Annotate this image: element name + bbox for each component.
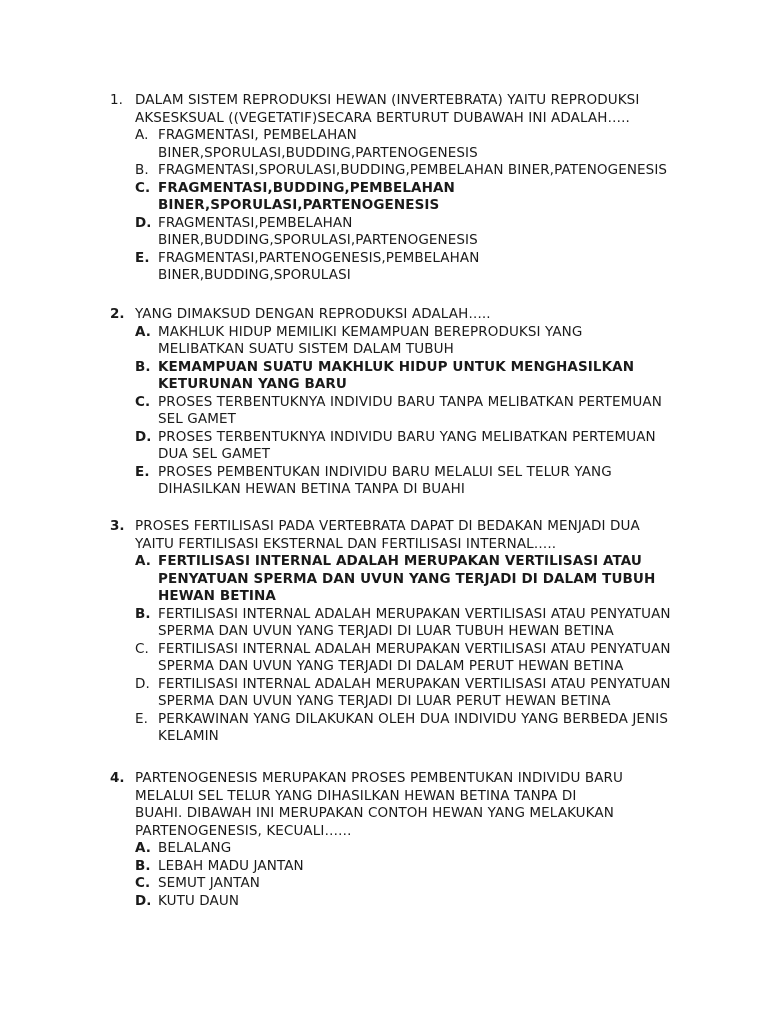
option-letter: D.	[135, 675, 150, 692]
option-text: FRAGMENTASI,PARTENOGENESIS,PEMBELAHAN BINER,BUDDING,SPORULASI	[158, 249, 480, 283]
question-text: DALAM SISTEM REPRODUKSI HEWAN (INVERTEBRATA) YAITU REPRODUKSI AKSESKSUAL ((VEGETATIF)SECARA BERTURUT DUBAWAH INI ADALAH…..	[135, 92, 640, 126]
option-c	[135, 875, 690, 893]
option-list	[135, 553, 690, 746]
option-list	[135, 840, 690, 910]
option-e	[135, 250, 498, 285]
option-letter: A.	[135, 323, 152, 340]
option-e	[135, 464, 638, 499]
option-text: FRAGMENTASI,SPORULASI,BUDDING,PEMBELAHAN BINER,PATENOGENESIS	[158, 162, 668, 178]
option-letter: B.	[135, 358, 151, 375]
option-letter: E.	[135, 463, 150, 480]
option-text: MAKHLUK HIDUP MEMILIKI KEMAMPUAN BEREPRODUKSI YANG MELIBATKAN SUATU SISTEM DALAM TUBUH	[158, 323, 583, 357]
option-c	[135, 641, 688, 676]
option-a	[135, 324, 608, 359]
option-text: KUTU DAUN	[158, 892, 240, 909]
question-4	[110, 770, 690, 910]
option-b	[135, 606, 688, 641]
option-letter: A.	[135, 840, 152, 856]
option-a	[135, 840, 690, 858]
option-d	[135, 214, 478, 250]
option-letter: A.	[135, 553, 152, 569]
question-number: 1.	[110, 92, 123, 108]
option-letter: E.	[135, 710, 149, 727]
option-b	[135, 858, 690, 876]
option-letter: A.	[135, 127, 149, 143]
option-letter: B.	[135, 605, 151, 622]
option-c	[135, 180, 478, 215]
option-text: SEMUT JANTAN	[158, 875, 260, 891]
option-letter: D.	[135, 892, 152, 909]
option-letter: B.	[135, 162, 149, 178]
option-list	[135, 324, 690, 499]
question-number: 2.	[110, 306, 125, 322]
option-text: FERTILISASI INTERNAL ADALAH MERUPAKAN VERTILISASI ATAU PENYATUAN SPERMA DAN UVUN YANG TERJADI DI LUAR TUBUH HEWAN BETINA	[158, 605, 671, 639]
question-3	[110, 518, 690, 746]
option-text: FRAGMENTASI, PEMBELAHAN BINER,SPORULASI,BUDDING,PARTENOGENESIS	[158, 127, 478, 161]
question-number: 4.	[110, 770, 125, 786]
option-letter: C.	[135, 875, 151, 891]
option-letter: D.	[135, 428, 152, 445]
option-a	[135, 553, 678, 606]
option-text: PROSES TERBENTUKNYA INDIVIDU BARU YANG MELIBATKAN PERTEMUAN DUA SEL GAMET	[158, 428, 656, 462]
question-text: PARTENOGENESIS MERUPAKAN PROSES PEMBENTUKAN INDIVIDU BARU MELALUI SEL TELUR YANG DIHASILKAN HEWAN BETINA TANPA DI BUAHI. DIBAWAH INI MERUPAKAN CONTOH HEWAN YANG MELAKUKAN PARTENOGENESIS, KECUALI……	[135, 770, 624, 839]
option-d	[135, 676, 688, 711]
option-a	[135, 127, 478, 162]
option-c	[135, 394, 688, 429]
option-text: FRAGMENTASI,PEMBELAHAN BINER,BUDDING,SPORULASI,PARTENOGENESIS	[158, 214, 478, 248]
question-1	[110, 92, 690, 285]
option-text: PROSES PEMBENTUKAN INDIVIDU BARU MELALUI SEL TELUR YANG DIHASILKAN HEWAN BETINA TANPA DI BUAHI	[158, 463, 612, 497]
option-d	[135, 429, 688, 464]
option-text: LEBAH MADU JANTAN	[158, 857, 304, 874]
option-b	[135, 359, 658, 394]
option-text: FRAGMENTASI,BUDDING,PEMBELAHAN BINER,SPORULASI,PARTENOGENESIS	[158, 179, 455, 213]
question-text: PROSES FERTILISASI PADA VERTEBRATA DAPAT DI BEDAKAN MENJADI DUA YAITU FERTILISASI EKSTERNAL DAN FERTILISASI INTERNAL…..	[135, 518, 640, 552]
option-b	[135, 162, 690, 180]
option-text: FERTILISASI INTERNAL ADALAH MERUPAKAN VERTILISASI ATAU PENYATUAN SPERMA DAN UVUN YANG TERJADI DI DALAM PERUT HEWAN BETINA	[158, 640, 671, 674]
option-letter: C.	[135, 179, 151, 196]
option-text: FERTILISASI INTERNAL ADALAH MERUPAKAN VERTILISASI ATAU PENYATUAN SPERMA DAN UVUN YANG TERJADI DI LUAR PERUT HEWAN BETINA	[158, 675, 671, 709]
option-letter: B.	[135, 857, 151, 874]
question-text: YANG DIMAKSUD DENGAN REPRODUKSI ADALAH…..	[135, 306, 491, 322]
question-number: 3.	[110, 518, 125, 534]
option-letter: E.	[135, 249, 150, 266]
option-text: FERTILISASI INTERNAL ADALAH MERUPAKAN VERTILISASI ATAU PENYATUAN SPERMA DAN UVUN YANG TERJADI DI DALAM TUBUH HEWAN BETINA	[158, 553, 656, 604]
option-text: KEMAMPUAN SUATU MAKHLUK HIDUP UNTUK MENGHASILKAN KETURUNAN YANG BARU	[158, 358, 635, 392]
question-2	[110, 306, 690, 499]
option-d	[135, 893, 690, 911]
option-list	[135, 127, 690, 285]
option-text: PERKAWINAN YANG DILAKUKAN OLEH DUA INDIVIDU YANG BERBEDA JENIS KELAMIN	[158, 710, 669, 744]
option-text: BELALANG	[158, 840, 232, 856]
option-letter: C.	[135, 640, 149, 657]
option-e	[135, 711, 688, 746]
option-letter: C.	[135, 393, 151, 410]
option-text: PROSES TERBENTUKNYA INDIVIDU BARU TANPA MELIBATKAN PERTEMUAN SEL GAMET	[158, 393, 662, 427]
option-letter: D.	[135, 214, 152, 231]
